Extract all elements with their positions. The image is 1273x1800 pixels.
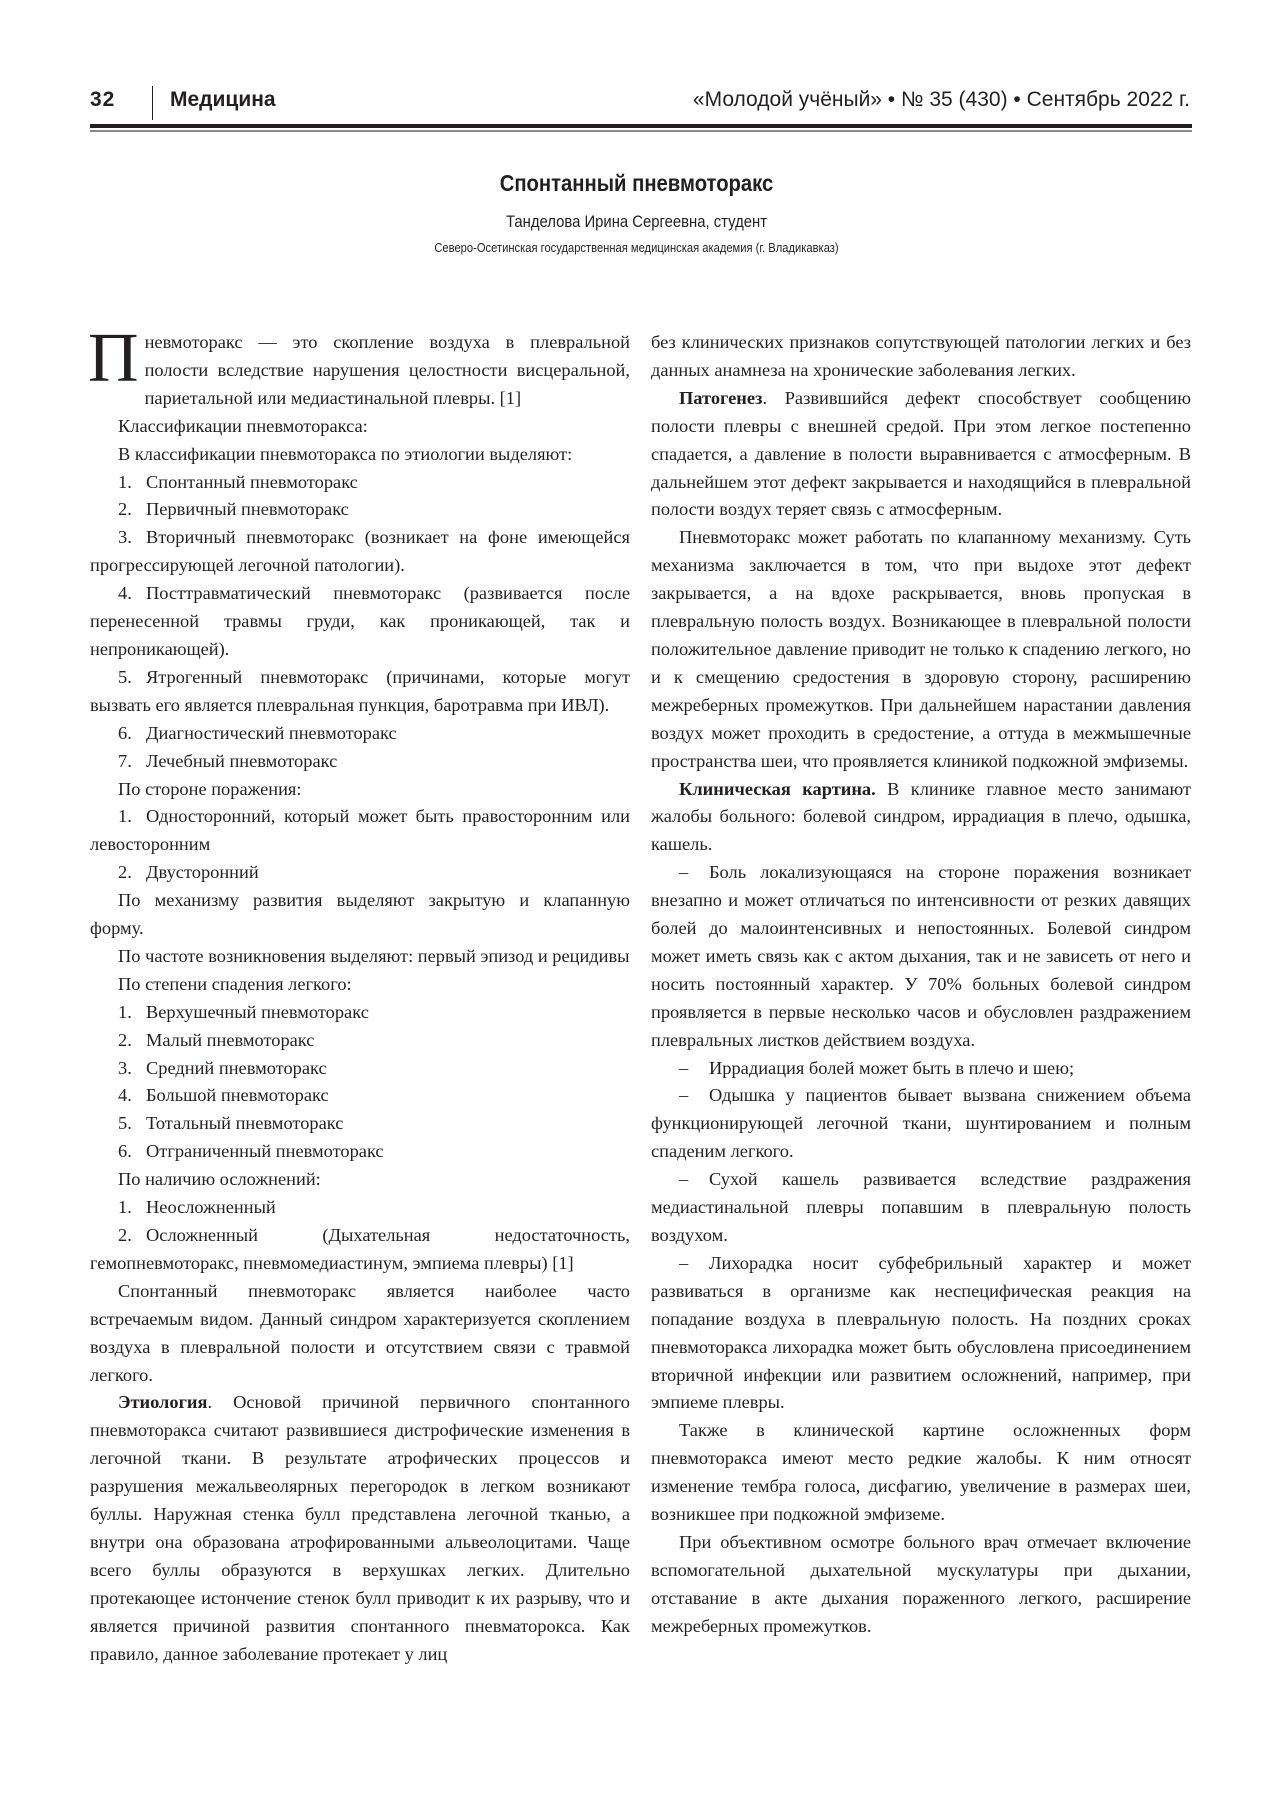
symptom-item: – Сухой кашель развивается вследствие раздражения медиастинальной плевры попавшим в плевральную полость воздухом. bbox=[651, 1169, 1191, 1245]
journal-issue: «Молодой учёный» • № 35 (430) • Сентябрь 2022 г. bbox=[692, 88, 1190, 111]
list-item: 7. Лечебный пневмоторакс bbox=[118, 750, 338, 771]
etiology-paragraph: Этиология. Основой причиной первичного спонтанного пневмоторакса считают развившиеся дистрофические изменения в легочной ткани. В результате атрофических процессов и разрушения межальвеолярных перегородок в легком возникают буллы. Наружная стенка булл представлена легочной тканью, а внутри она образована атрофированными альвеолоцитами. Чаще всего буллы образуются в верхушках легких. Длительно протекающее истончение стенок булл приводит к их разрыву, что и является причиной развития спонтанного пневматорокса. Как правило, данное заболевание протекает у лиц bbox=[90, 1392, 630, 1664]
intro-paragraph: Пневмоторакс — это скопление воздуха в плевральной полости вследствие нарушения целостности висцеральной, париетальной или медиастинальной плевры. [1] bbox=[88, 320, 630, 408]
list-item: 1. Спонтанный пневмоторакс bbox=[118, 471, 358, 492]
list-item: 2. Двусторонний bbox=[118, 862, 259, 883]
list-item: 5. Тотальный пневмоторакс bbox=[118, 1113, 344, 1134]
right-column bbox=[651, 329, 1191, 1641]
continuation-paragraph: без клинических признаков сопутствующей патологии легких и без данных анамнеза на хронические заболевания легких. bbox=[651, 332, 1191, 380]
list-item: 6. Отграниченный пневмоторакс bbox=[118, 1141, 384, 1162]
list-item: 1. Односторонний, который может быть правосторонним или левосторонним bbox=[90, 806, 630, 855]
mechanism-paragraph: По механизму развития выделяют закрытую и клапанную форму. bbox=[90, 890, 630, 939]
exam-paragraph: При объективном осмотре больного врач отмечает включение вспомогательной дыхательной мускулатуры при дыхании, отставание в акте дыхания пораженного легкого, расширение межреберных промежутков. bbox=[651, 1531, 1191, 1636]
header-rule-thin bbox=[90, 130, 1192, 132]
etiology-heading: В классификации пневмоторакса по этиологии выделяют: bbox=[118, 443, 573, 464]
list-item: 2. Малый пневмоторакс bbox=[118, 1029, 315, 1050]
list-item: 4. Большой пневмоторакс bbox=[118, 1085, 329, 1106]
list-item: 5. Ятрогенный пневмоторакс (причинами, которые могут вызвать его является плевральная пункция, баротравма при ИВЛ). bbox=[90, 666, 630, 715]
list-item: 2. Осложненный (Дыхательная недостаточность, гемопневмоторакс, пневмомедиастинум, эмпиема плевры) [1] bbox=[90, 1225, 630, 1273]
valve-mechanism-paragraph: Пневмоторакс может работать по клапанному механизму. Суть механизма заключается в том, что при выдохе этот дефект закрывается, а на вдохе раскрывается, вновь пропуская в плевральную полость воздух. Возникающее в плевральной полости положительное давление приводит не только к спадению легкого, но и к смещению средостения в здоровую сторону, расширению межреберных промежутков. При дальнейшем нарастании давления воздух может проходить в средостение, а оттуда в межмышечные пространства шеи, что проявляется клиникой подкожной эмфиземы. bbox=[651, 527, 1191, 771]
list-item: 3. Вторичный пневмоторакс (возникает на фоне имеющейся прогрессирующей легочной патологии). bbox=[90, 527, 630, 576]
frequency-paragraph: По частоте возникновения выделяют: первый эпизод и рецидивы bbox=[118, 945, 630, 966]
list-item: 6. Диагностический пневмоторакс bbox=[118, 722, 397, 743]
symptom-item: – Одышка у пациентов бывает вызвана снижением объема функционирующей легочной ткани, шунтированием и полным спаденим легкого. bbox=[651, 1085, 1191, 1162]
drop-cap: П bbox=[88, 320, 139, 397]
pathogenesis-label: Патогенез bbox=[679, 387, 763, 408]
symptom-item: – Боль локализующаяся на стороне поражения возникает внезапно и может отличаться по интенсивности от резких давящих болей до малоинтенсивных и непостоянных. Болевой синдром может иметь связь как с актом дыхания, так и не зависеть от него и носить постоянный характер. У 70% больных болевой синдром проявляется в первые несколько часов и обусловлен раздражением плевральных листков действием воздуха. bbox=[651, 862, 1191, 1050]
rare-complaints-paragraph: Также в клинической картине осложненных форм пневмоторакса имеют место редкие жалобы. К ним относят изменение тембра голоса, дисфагию, увеличение в размерах шеи, возникшее при подкожной эмфиземе. bbox=[651, 1420, 1191, 1525]
list-item: 2. Первичный пневмоторакс bbox=[118, 499, 349, 520]
clinical-label: Клиническая картина. bbox=[679, 778, 876, 799]
spontaneous-paragraph: Спонтанный пневмоторакс является наиболее часто встречаемым видом. Данный синдром характеризуется скоплением воздуха в плевральной полости и отсутствием связи с травмой легкого. bbox=[90, 1280, 630, 1385]
collapse-heading: По степени спадения легкого: bbox=[118, 973, 352, 994]
pathogenesis-paragraph: Патогенез. Развившийся дефект способствует сообщению полости плевры с внешней средой. При этом легкое постепенно спадается, а давление в полости выравнивается с атмосферным. В дальнейшем этот дефект закрывается и находящийся в плевральной полости воздух теряет связь с атмосферным. bbox=[651, 387, 1191, 520]
article-affiliation: Северо-Осетинская государственная медицинская академия (г. Владикавказ) bbox=[434, 240, 839, 255]
clinical-paragraph: Клиническая картина. В клинике главное место занимают жалобы больного: болевой синдром, иррадиация в плечо, одышка, кашель. bbox=[651, 778, 1191, 855]
running-header bbox=[90, 86, 1190, 120]
list-item: 4. Посттравматический пневмоторакс (развивается после перенесенной травмы груди, как проникающей, так и непроникающей). bbox=[90, 583, 630, 659]
article-author: Танделова Ирина Сергеевна, студент bbox=[505, 213, 767, 231]
header-rule-thick bbox=[90, 124, 1192, 128]
symptom-item: – Иррадиация болей может быть в плечо и шею; bbox=[679, 1057, 1075, 1078]
list-item: 1. Верхушечный пневмоторакс bbox=[118, 1001, 369, 1022]
side-heading: По стороне поражения: bbox=[118, 778, 302, 799]
etiology-label: Этиология bbox=[118, 1392, 208, 1413]
classifications-heading: Классификации пневмоторакса: bbox=[118, 415, 368, 436]
header-divider bbox=[152, 86, 153, 120]
page-number: 32 bbox=[90, 88, 116, 111]
left-column bbox=[88, 320, 630, 1669]
article-title: Спонтанный пневмоторакс bbox=[499, 170, 774, 196]
list-item: 1. Неосложненный bbox=[118, 1197, 276, 1218]
symptom-item: – Лихорадка носит субфебрильный характер и может развиваться в организме как неспецифическая реакция на попадание воздуха в плевральную полость. На поздних сроках пневмоторакса лихорадка может быть обусловлена присоединением вторичной инфекции или развитием осложнений, например, при эмпиеме плевры. bbox=[651, 1252, 1191, 1413]
section-name: Медицина bbox=[170, 88, 276, 111]
list-item: 3. Средний пневмоторакс bbox=[118, 1057, 327, 1078]
complications-heading: По наличию осложнений: bbox=[118, 1169, 321, 1190]
